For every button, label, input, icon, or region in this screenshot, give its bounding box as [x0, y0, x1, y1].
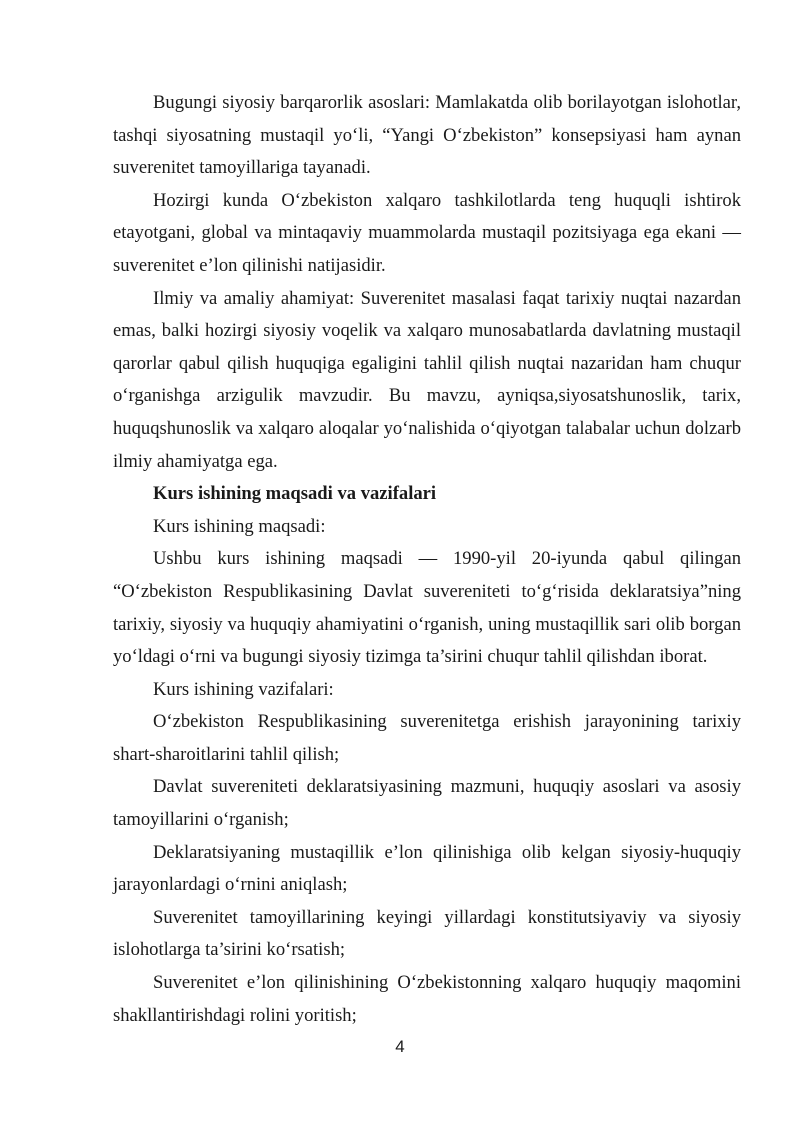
- paragraph-goal-label: Kurs ishining maqsadi:: [153, 515, 326, 537]
- paragraph-tasks-label: Kurs ishining vazifalari:: [153, 678, 334, 700]
- list-item-task-3: Deklaratsiyaning mustaqillik e’lon qilinishiga olib kelgan siyosiy-huquqiy jarayonlardagi o‘rnini aniqlash;: [113, 841, 741, 896]
- list-item-task-5: Suverenitet e’lon qilinishining O‘zbekistonning xalqaro huquqiy maqomini shakllantirishdagi rolini yoritish;: [113, 972, 741, 1026]
- paragraph-scientific-significance: Ilmiy va amaliy ahamiyat: Suverenitet masalasi faqat tarixiy nuqtai nazardan emas, balki hozirgi siyosiy voqelik va xalqaro munosabatlarda davlatning mustaqil qarorlar qabul qilish huquqiga egaligini tahlil qilish nuqtai nazaridan ham chuqur o‘rganishga arzigulik mavzudir. Bu mavzu, ayniqsa,siyosatshunoslik, tarix, huquqshunoslik va xalqaro aloqalar yo‘nalishida o‘qiyotgan talabalar uchun dolzarb ilmiy ahamiyatga ega.: [113, 287, 741, 472]
- list-item-task-4: Suverenitet tamoyillarining keyingi yillardagi konstitutsiyaviy va siyosiy islohotlarga ta’sirini ko‘rsatish;: [113, 906, 741, 961]
- paragraph-goal-description: Ushbu kurs ishining maqsadi — 1990-yil 20-iyunda qabul qilingan “O‘zbekiston Respublikasining Davlat suvereniteti to‘g‘risida deklaratsiya”ning tarixiy, siyosiy va huquqiy ahamiyatini o‘rganish, uning mustaqillik sari olib borgan yo‘ldagi o‘rni va bugungi siyosiy tizimga ta’sirini chuqur tahlil qilishdan iborat.: [113, 548, 741, 668]
- section-heading-goals-tasks: Kurs ishining maqsadi va vazifalari: [153, 483, 437, 505]
- document-body: [113, 87, 741, 1032]
- list-item-task-2: Davlat suvereniteti deklaratsiyasining mazmuni, huquqiy asoslari va asosiy tamoyillarini o‘rganish;: [113, 776, 741, 831]
- list-item-task-1: O‘zbekiston Respublikasining suverenitetga erishish jarayonining tarixiy shart-sharoitlarini tahlil qilish;: [113, 711, 741, 765]
- paragraph-political-stability: Bugungi siyosiy barqarorlik asoslari: Mamlakatda olib borilayotgan islohotlar, tashqi siyosatning mustaqil yo‘li, “Yangi O‘zbekiston” konsepsiyasi ham aynan suverenitet tamoyillariga tayanadi.: [113, 92, 741, 179]
- paragraph-international-participation: Hozirgi kunda O‘zbekiston xalqaro tashkilotlarda teng huquqli ishtirok etayotgani, global va mintaqaviy muammolarda mustaqil pozitsiyaga ega ekani — suverenitet e’lon qilinishi natijasidir.: [113, 189, 741, 276]
- page-number: 4: [395, 1037, 405, 1056]
